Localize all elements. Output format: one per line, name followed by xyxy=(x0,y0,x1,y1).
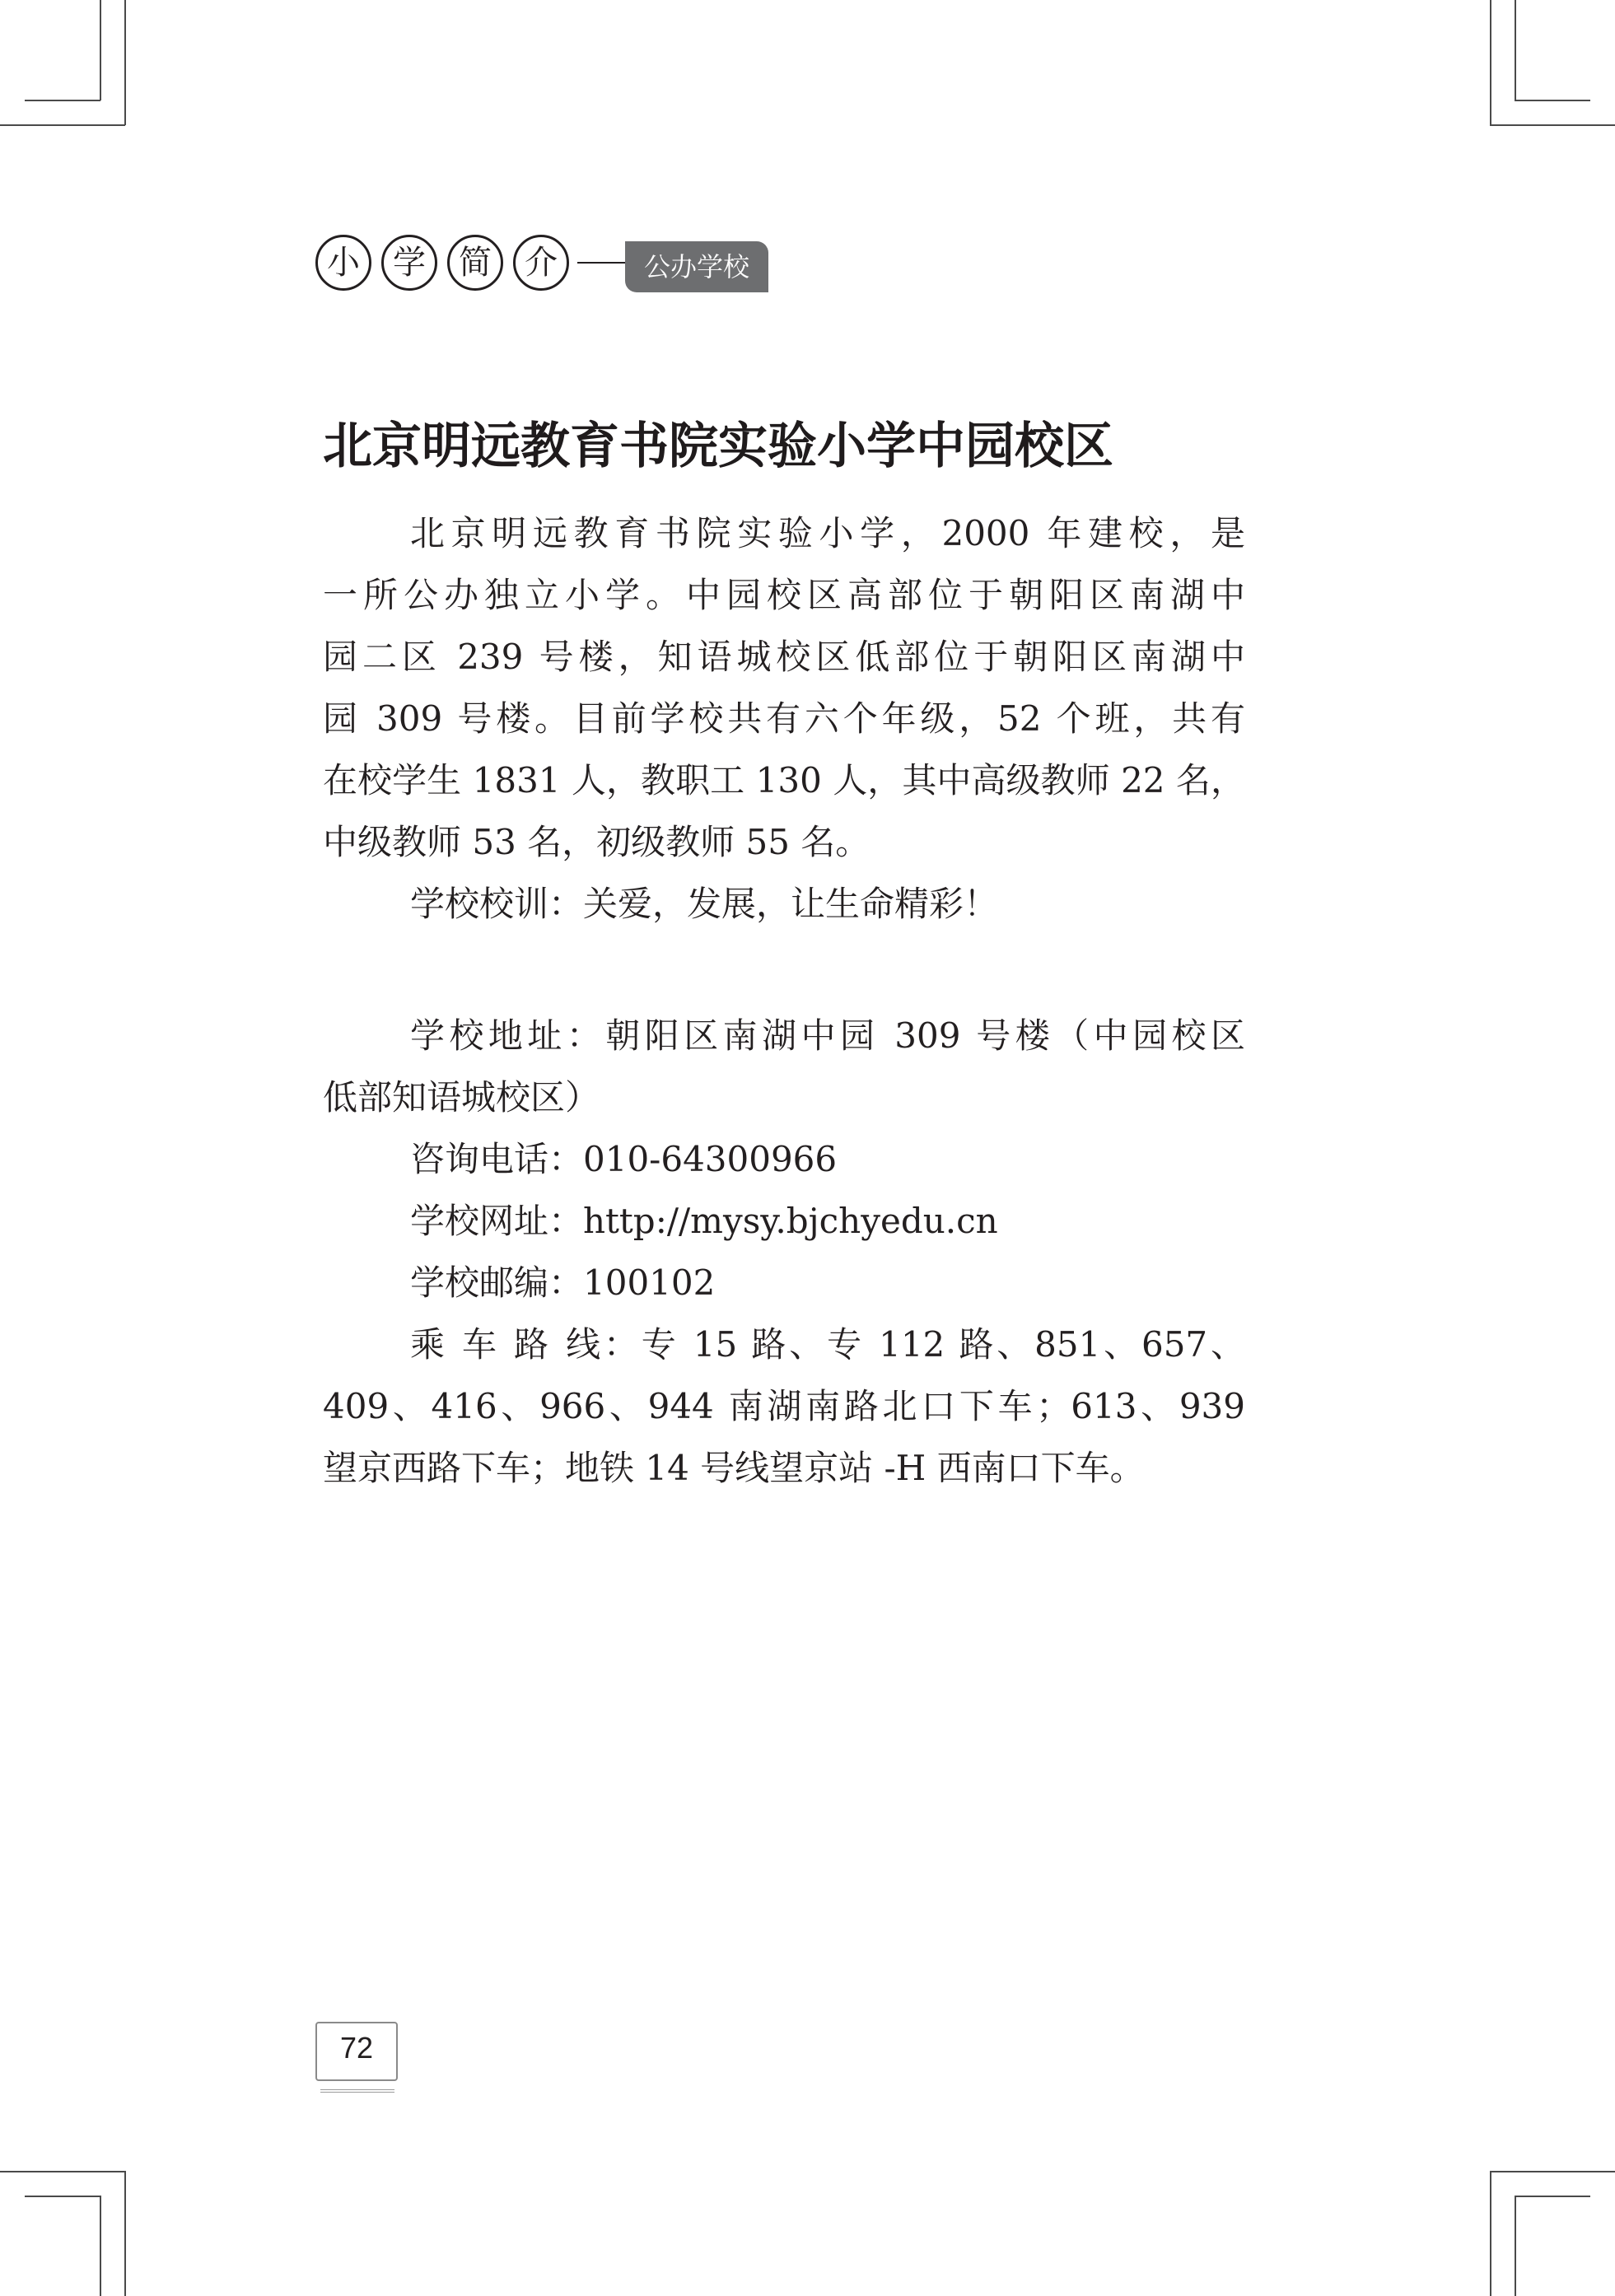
category-tag: 公办学校 xyxy=(625,241,768,292)
crop-mark xyxy=(1515,2196,1516,2296)
crop-mark xyxy=(124,0,126,125)
paragraph-gap xyxy=(323,935,1245,1005)
section-char: 小 xyxy=(315,235,371,291)
phone-line: 咨询电话：010-64300966 xyxy=(410,1139,838,1179)
website-line: 学校网址：http://mysy.bjchyedu.cn xyxy=(410,1201,998,1241)
page-number-badge xyxy=(315,2022,399,2093)
crop-mark xyxy=(0,2171,125,2172)
book-pages-icon xyxy=(320,2083,394,2093)
intro-line: 一所公办独立小学。中园校区高部位于朝阳区南湖中 xyxy=(323,575,1245,615)
intro-line: 中级教师 53 名，初级教师 55 名。 xyxy=(323,822,871,862)
crop-mark xyxy=(1490,0,1491,125)
intro-line: 园 309 号楼。目前学校共有六个年级，52 个班，共有 xyxy=(323,698,1245,739)
crop-mark xyxy=(1490,124,1615,126)
bus-route-line: 乘 车 路 线：专 15 路、专 112 路、851、657、 xyxy=(410,1324,1245,1365)
crop-mark xyxy=(124,2171,126,2296)
crop-mark xyxy=(100,2196,101,2296)
page-number: 72 xyxy=(339,2031,374,2065)
page-title: 北京明远教育书院实验小学中园校区 xyxy=(323,418,1113,475)
postcode-line: 学校邮编：100102 xyxy=(410,1262,716,1303)
crop-mark xyxy=(1490,2171,1615,2172)
section-char: 学 xyxy=(381,235,437,291)
section-char: 介 xyxy=(513,235,569,291)
section-char: 简 xyxy=(447,235,503,291)
crop-mark xyxy=(1515,2196,1590,2197)
crop-mark xyxy=(0,124,125,126)
school-motto: 学校校训：关爱，发展，让生命精彩！ xyxy=(410,884,999,924)
crop-mark xyxy=(25,2196,100,2197)
address-line: 低部知语城校区） xyxy=(323,1077,600,1118)
address-line: 学校地址：朝阳区南湖中园 309 号楼（中园校区 xyxy=(410,1015,1245,1056)
bus-route-line: 望京西路下车；地铁 14 号线望京站 -H 西南口下车。 xyxy=(323,1448,1145,1488)
bus-route-line: 409、416、966、944 南湖南路北口下车；613、939 xyxy=(323,1386,1245,1426)
intro-line: 园二区 239 号楼，知语城校区低部位于朝阳区南湖中 xyxy=(323,637,1245,677)
crop-mark xyxy=(25,100,100,101)
crop-mark xyxy=(1515,0,1516,100)
crop-mark xyxy=(1515,100,1590,101)
body-text xyxy=(323,502,1245,1499)
crop-mark xyxy=(1490,2171,1491,2296)
intro-line: 在校学生 1831 人，教职工 130 人，其中高级教师 22 名， xyxy=(323,760,1245,800)
crop-mark xyxy=(100,0,101,100)
intro-line: 北京明远教育书院实验小学，2000 年建校，是 xyxy=(410,513,1245,553)
